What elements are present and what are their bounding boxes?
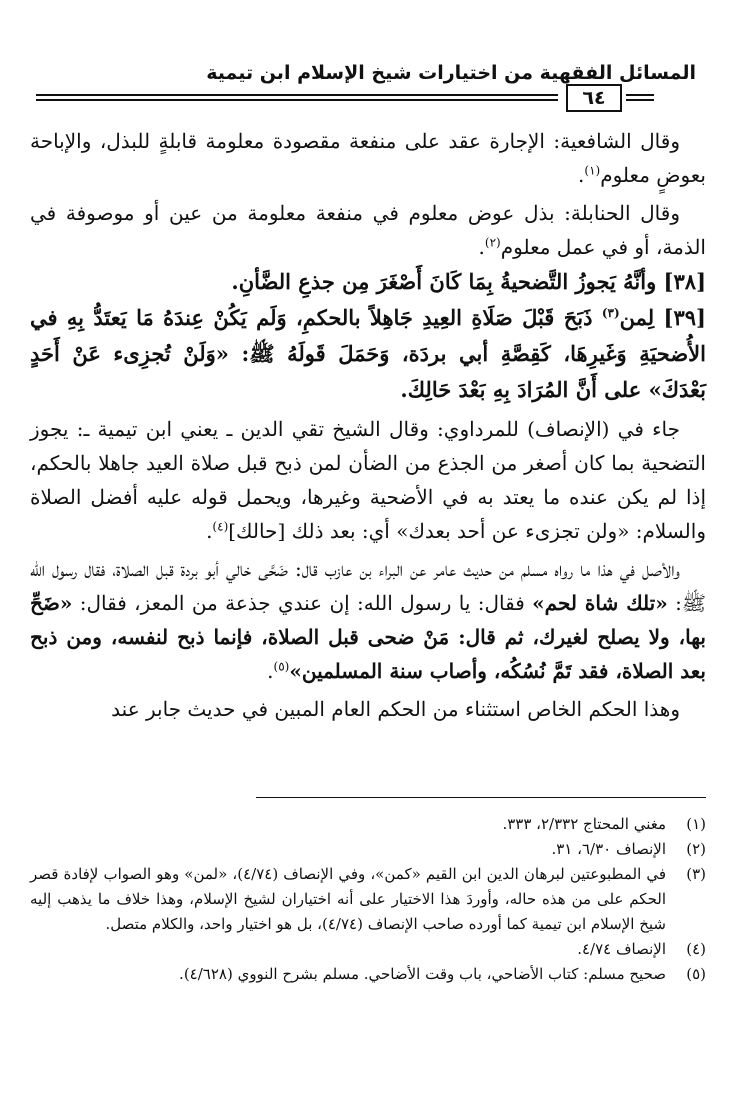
- footnote-ref: (١): [584, 163, 601, 178]
- issue-39: [٣٩] لِمن$^{(٣)}$ ذَبَحَ قَبْلَ صَلَاةِ العِيدِ جَاهِلاً بالحكمِ، وَلَم يَكُنْ عِندَهُ مَا يَعتَدُّ بِهِ في الأُضحيَةِ وَغَيرِهَا، كَقِصَّةِ أبي بردَة، وَحَمَلَ قَولَهُ ﷺ: «وَلَنْ تُجزِىء عَنْ أَحَدٍ بَعْدَكَ» على أَنَّ المُرَادَ بِهِ بَعْدَ حَالِكَ.: [30, 305, 706, 402]
- footnote: (٢) الإنصاف ٦/٣٠، ٣١.: [551, 840, 706, 858]
- footnote-ref: (٢): [484, 235, 501, 250]
- paragraph-shafii: وقال الشافعية: الإجارة عقد على منفعة مقصودة معلومة قابلةٍ للبذل، والإباحة بعوضٍ معلوم$^{(١)}$.: [30, 129, 706, 187]
- main-text: [30, 124, 706, 726]
- footnote: (٥) صحيح مسلم: كتاب الأضاحي، باب وقت الأضاحي. مسلم بشرح النووي (٤/٦٢٨).: [179, 965, 706, 983]
- footnote: (٣) في المطبوعتين لبرهان الدين ابن القيم «كمن»، وفي الإنصاف (٤/٧٤)، «لمن» وهو الصواب لإفادة قصر الحكم على من هذه حاله، وأوردَ هذا الاختيار على أنه اختياران لشيخ الإسلام، وهذا خلاف ما يذهب إليه شيخ الإسلام ابن تيمية كما أورده صاحب الإنصاف (٤/٧٤)، بل هو اختيار واحد، والكلام متصل.: [30, 865, 706, 933]
- header-rule: [36, 99, 558, 101]
- footnote-ref: (٣): [601, 306, 620, 320]
- paragraph-hanbali: وقال الحنابلة: بذل عوض معلوم في منفعة معلومة من عين أو موصوفة في الذمة، أو في عمل معلوم$^{(٢)}$.: [30, 201, 706, 259]
- footnote-ref: (٤): [212, 519, 229, 534]
- footnote: (١) مغني المحتاج ٢/٣٣٢، ٣٣٣.: [502, 815, 706, 833]
- paragraph-insaf: جاء في (الإنصاف) للمرداوي: وقال الشيخ تقي الدين ـ يعني ابن تيمية ـ: يجوز التضحية بما كان أصغر من الجذع من الضأن لمن ذبح قبل صلاة العيد جاهلا بالحكم، إذا لم يكن عنده ما يعتد به في الأضحية وغيرها، ويحمل قوله عليه أفضل الصلاة والسلام: «ولن تجزىء عن أحد بعدك» أي: بعد ذلك [حالك]$^{(٤)}$.: [30, 417, 706, 543]
- header-rule: [626, 94, 654, 96]
- running-title: المسائل الفقهية من اختيارات شيخ الإسلام ابن تيمية: [206, 62, 696, 84]
- issue-38: [٣٨] وأنَّهُ يَجوزُ التَّضحيةُ بِمَا كَانَ أَصْغَرَ مِن جذعِ الضَّأنِ.: [231, 269, 706, 294]
- page-number: ٦٤: [566, 84, 622, 112]
- header-rule: [626, 99, 654, 101]
- header-rule: [36, 94, 558, 96]
- footnote-ref: (٥): [273, 659, 290, 674]
- paragraph-conclusion: وهذا الحكم الخاص استثناء من الحكم العام المبين في حديث جابر عند: [111, 697, 680, 721]
- paragraph-hadith: والأصل في هذا ما رواه مسلم من حديث عامر عن البراء بن عازب قال: ضَحَّى خالي أبو بردة قبل الصلاة، فقال رسول الله ﷺ: «تلك شاة لحم» فقال: يا رسول الله: إن عندي جذعة من المعز، فقال: «ضَحِّ بها، ولا يصلح لغيرك، ثم قال: مَنْ ضحى قبل الصلاة، فإنما ذبح لنفسه، ومن ذبح بعد الصلاة، فقد تَمَّ نُسُكُه، وأصاب سنة المسلمين»$^{(٥)}$.: [30, 557, 706, 683]
- footnotes: [30, 812, 706, 987]
- footnote-separator: [256, 797, 706, 798]
- footnote: (٤) الإنصاف ٤/٧٤.: [577, 940, 706, 958]
